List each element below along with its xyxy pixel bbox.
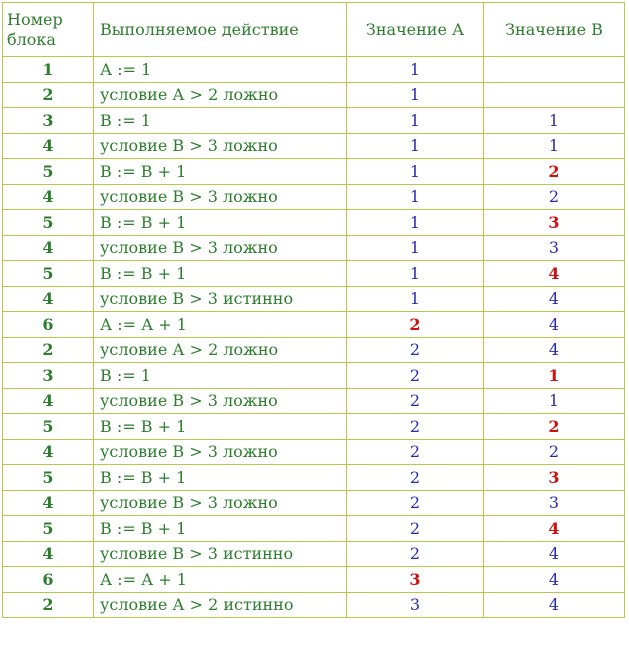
cell-value-a: 1 [347,210,484,236]
cell-value-b: 4 [484,516,625,542]
cell-value-a: 1 [347,57,484,83]
trace-table [2,2,625,618]
cell-value-a: 2 [347,337,484,363]
cell-action: условие А > 2 ложно [94,337,347,363]
cell-block: 5 [3,261,94,287]
cell-block: 3 [3,363,94,389]
cell-value-b: 3 [484,465,625,491]
cell-block: 4 [3,133,94,159]
cell-value-b: 4 [484,261,625,287]
cell-value-a: 1 [347,286,484,312]
table-row [3,439,625,465]
header-row [3,3,625,57]
cell-action: условие А > 2 истинно [94,592,347,618]
cell-value-a: 1 [347,108,484,134]
cell-action: условие В > 3 ложно [94,388,347,414]
cell-action: условие А > 2 ложно [94,82,347,108]
cell-action: В := В + 1 [94,261,347,287]
cell-value-b: 3 [484,490,625,516]
cell-value-b [484,82,625,108]
cell-value-a: 2 [347,312,484,338]
cell-value-b: 2 [484,414,625,440]
table-row [3,465,625,491]
cell-value-b: 1 [484,108,625,134]
cell-block: 3 [3,108,94,134]
cell-value-b [484,57,625,83]
header-block: Номер блока [3,3,94,57]
cell-action: условие В > 3 ложно [94,490,347,516]
table-body [3,57,625,618]
cell-action: А := А + 1 [94,567,347,593]
table-row [3,108,625,134]
cell-value-b: 1 [484,388,625,414]
table-row [3,184,625,210]
table-row [3,261,625,287]
table-row [3,567,625,593]
cell-value-a: 2 [347,388,484,414]
cell-value-b: 3 [484,210,625,236]
cell-value-a: 3 [347,592,484,618]
cell-value-a: 2 [347,541,484,567]
table-row [3,363,625,389]
cell-value-b: 4 [484,312,625,338]
cell-action: условие В > 3 ложно [94,439,347,465]
table-row [3,159,625,185]
cell-block: 5 [3,516,94,542]
cell-action: А := А + 1 [94,312,347,338]
table-row [3,286,625,312]
cell-block: 4 [3,490,94,516]
cell-value-a: 1 [347,82,484,108]
cell-value-b: 2 [484,159,625,185]
cell-block: 4 [3,388,94,414]
cell-block: 2 [3,82,94,108]
cell-block: 5 [3,159,94,185]
table-row [3,592,625,618]
cell-action: В := В + 1 [94,414,347,440]
cell-block: 5 [3,414,94,440]
cell-value-a: 1 [347,235,484,261]
cell-action: условие В > 3 ложно [94,184,347,210]
header-value-a: Значение А [347,3,484,57]
table-row [3,57,625,83]
header-value-b: Значение В [484,3,625,57]
cell-action: условие В > 3 ложно [94,235,347,261]
cell-block: 1 [3,57,94,83]
table-row [3,490,625,516]
cell-action: условие В > 3 истинно [94,286,347,312]
table-row [3,337,625,363]
header-action: Выполняемое действие [94,3,347,57]
cell-value-b: 3 [484,235,625,261]
table-row [3,516,625,542]
cell-value-a: 3 [347,567,484,593]
cell-block: 4 [3,439,94,465]
cell-value-b: 4 [484,592,625,618]
cell-action: А := 1 [94,57,347,83]
cell-value-b: 4 [484,541,625,567]
cell-block: 4 [3,541,94,567]
cell-block: 5 [3,210,94,236]
cell-value-a: 2 [347,439,484,465]
cell-value-a: 2 [347,516,484,542]
cell-block: 5 [3,465,94,491]
cell-value-b: 1 [484,133,625,159]
cell-block: 4 [3,184,94,210]
cell-action: В := В + 1 [94,516,347,542]
cell-block: 2 [3,337,94,363]
cell-action: В := В + 1 [94,465,347,491]
table-row [3,235,625,261]
table-row [3,210,625,236]
cell-value-b: 1 [484,363,625,389]
cell-value-a: 2 [347,414,484,440]
table-row [3,82,625,108]
table-row [3,414,625,440]
cell-value-a: 1 [347,159,484,185]
cell-action: В := 1 [94,108,347,134]
cell-value-a: 2 [347,465,484,491]
cell-value-a: 1 [347,184,484,210]
cell-action: условие В > 3 ложно [94,133,347,159]
cell-value-a: 2 [347,363,484,389]
cell-value-a: 1 [347,261,484,287]
cell-action: условие В > 3 истинно [94,541,347,567]
cell-block: 4 [3,286,94,312]
cell-block: 4 [3,235,94,261]
cell-block: 6 [3,567,94,593]
table-row [3,541,625,567]
table-row [3,388,625,414]
cell-action: В := В + 1 [94,159,347,185]
table-header [3,3,625,57]
cell-value-b: 4 [484,286,625,312]
cell-value-b: 4 [484,337,625,363]
cell-value-a: 2 [347,490,484,516]
cell-value-b: 2 [484,439,625,465]
cell-value-b: 4 [484,567,625,593]
cell-value-a: 1 [347,133,484,159]
cell-action: В := 1 [94,363,347,389]
cell-action: В := В + 1 [94,210,347,236]
cell-value-b: 2 [484,184,625,210]
cell-block: 6 [3,312,94,338]
table-row [3,133,625,159]
cell-block: 2 [3,592,94,618]
table-row [3,312,625,338]
